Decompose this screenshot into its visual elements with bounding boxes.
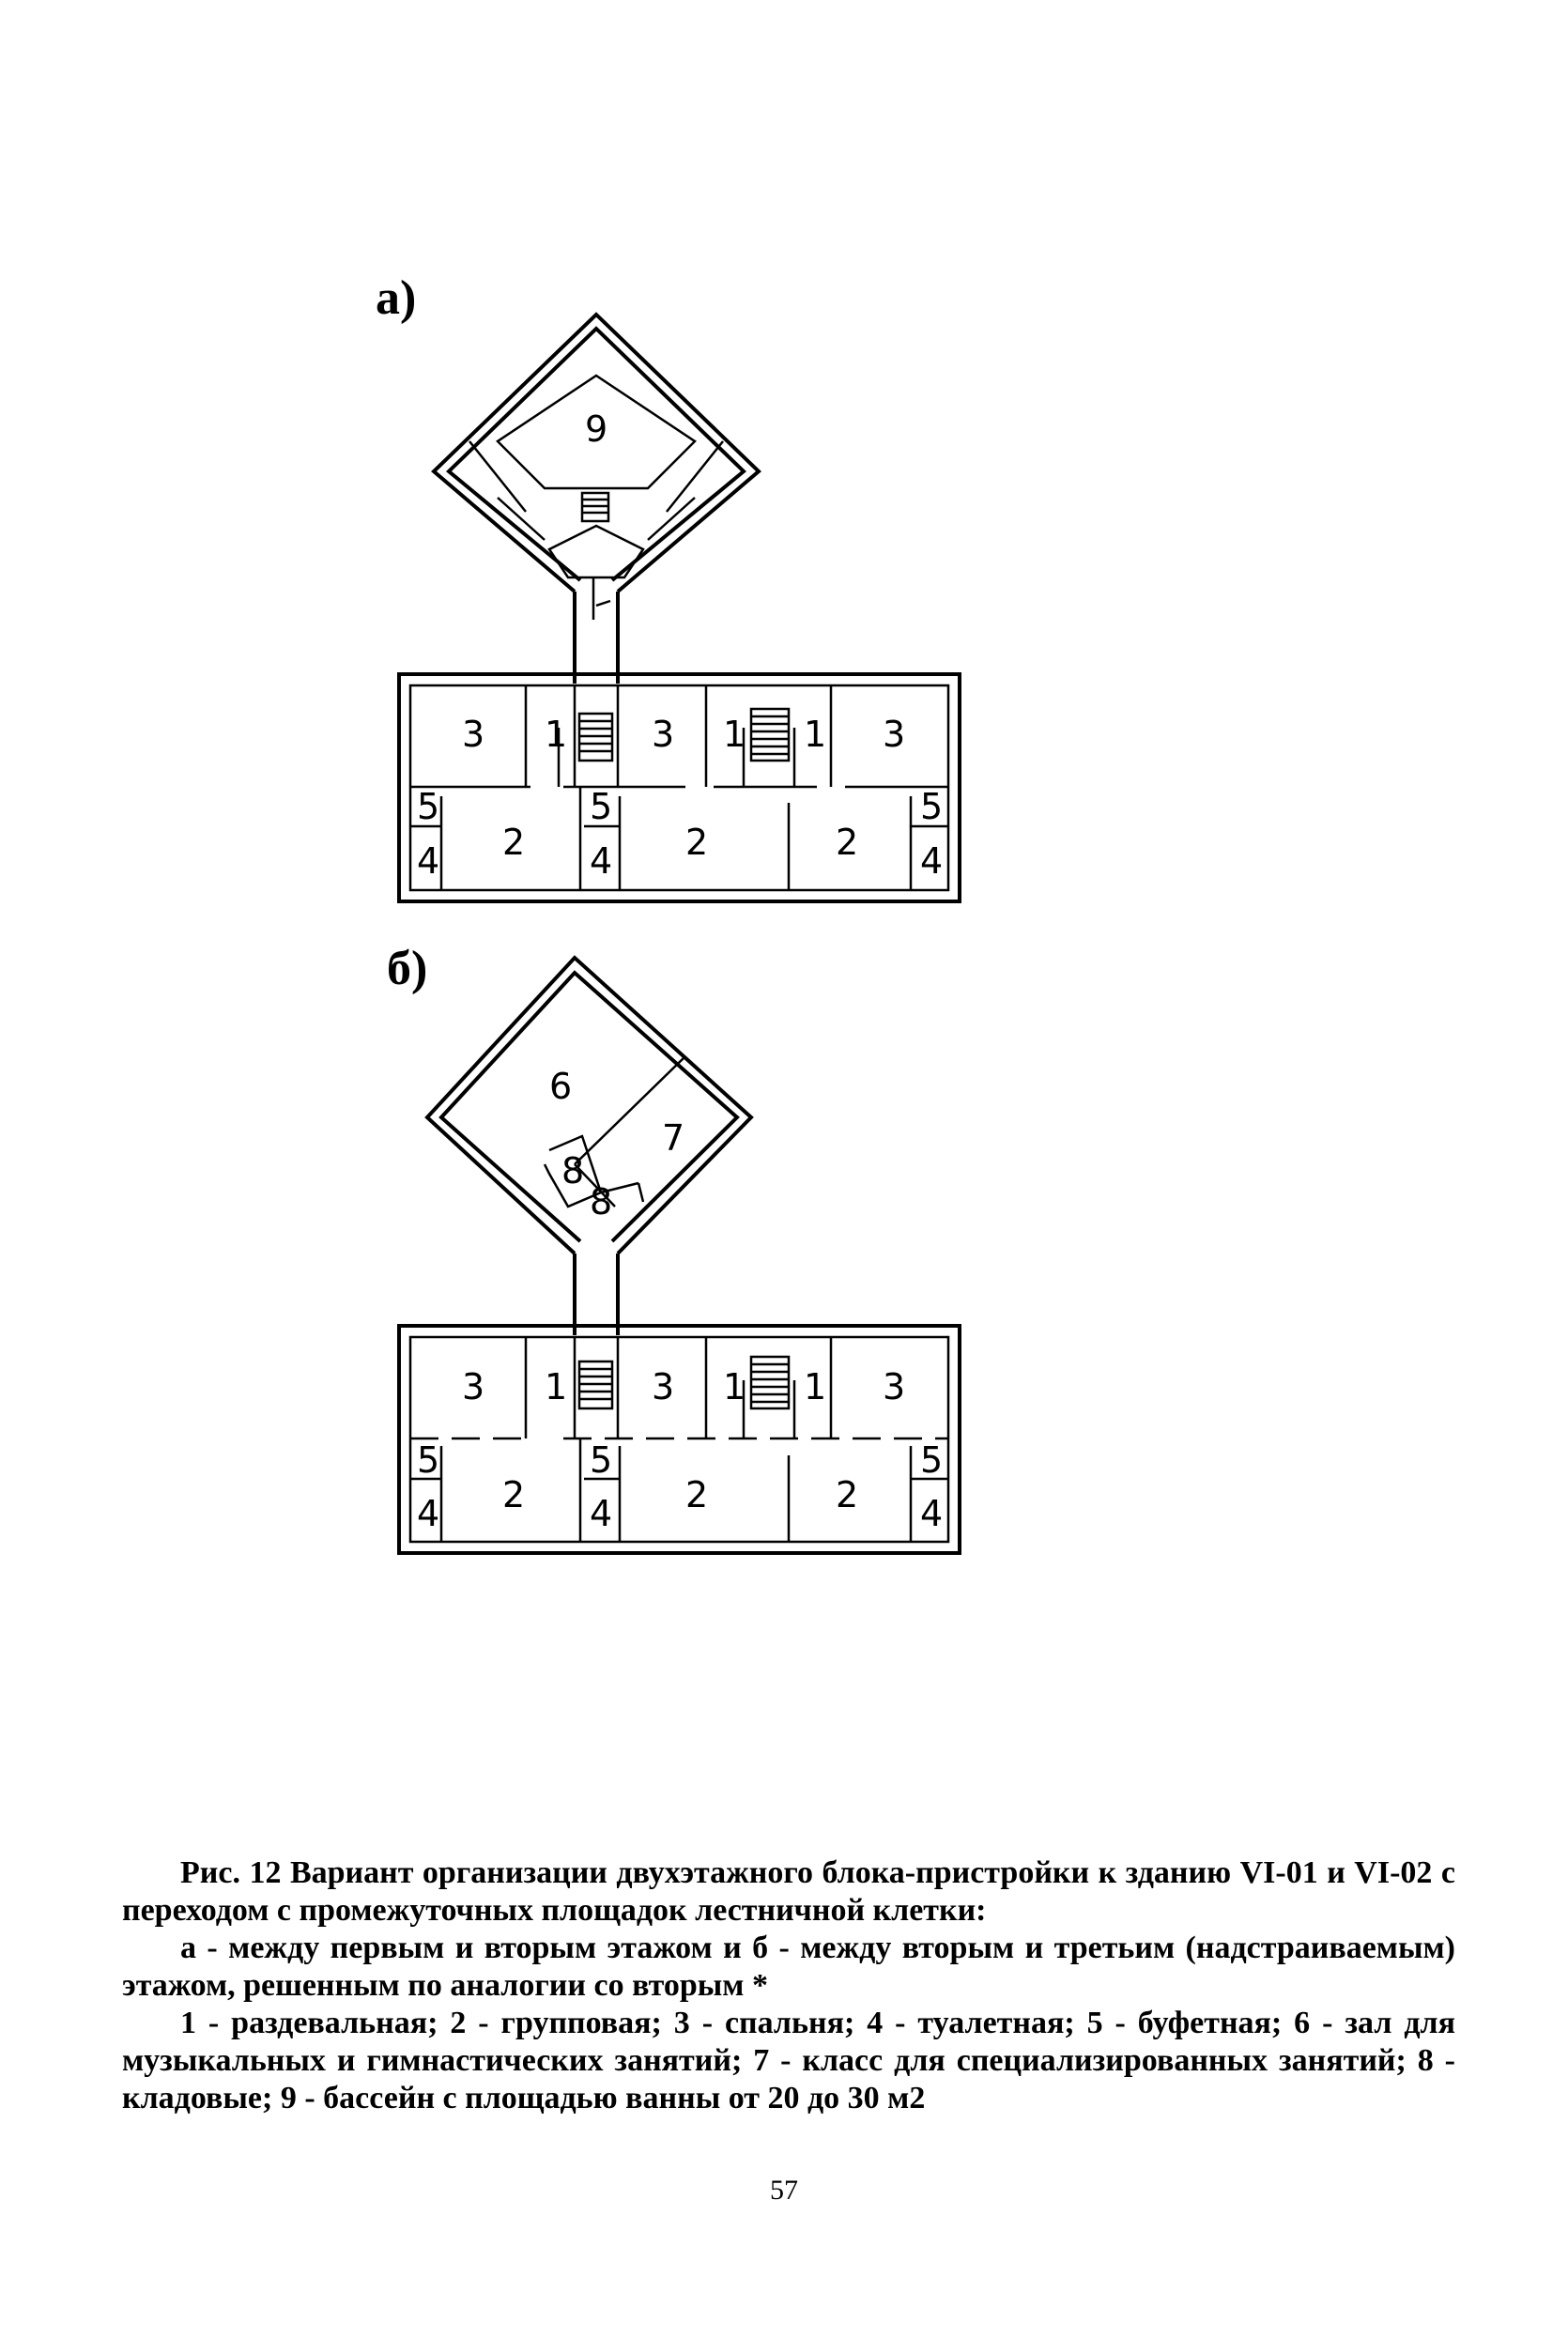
plan-b-room-label: 1 [723,1366,746,1407]
plan-b-top-labels [549,1066,684,1223]
plan-a-room-label: 5 [590,786,613,827]
plan-b-room-label: 3 [462,1366,485,1407]
plan-b-stair-1 [579,1361,612,1408]
plan-b-label-8b: 8 [590,1181,613,1223]
figure-caption [122,1854,1455,2117]
plan-a-room-label: 4 [920,840,944,882]
plan-a-stair-1 [579,714,612,761]
plan-a-room-label: 3 [462,714,485,755]
plan-b-room-label: 3 [652,1366,675,1407]
plan-b-room-label: 5 [590,1439,613,1481]
plan-b-room-label: 4 [417,1493,440,1534]
figure-label-a: а) [376,271,417,325]
plan-b-room-label: 1 [804,1366,827,1407]
plan-b-room-label: 1 [545,1366,568,1407]
page-number: 57 [770,2175,798,2206]
plan-a-upper-stair [582,493,608,521]
plan-a-diamond-outer-wall [434,315,759,592]
plan-a-room-label: 2 [836,822,859,863]
figure-label-b: б) [387,942,428,995]
caption-variants: а - между первым и вторым этажом и б - между вторым и третьим (надстраиваемым) этажом, решенным по аналогии со вторым * [122,1930,1455,2003]
plan-b-room-label: 2 [502,1474,526,1515]
plan-a-room-label: 1 [545,714,568,755]
plan-b-stair-2 [751,1357,789,1408]
plan-a-room-label: 1 [804,714,827,755]
plan-b-room-label: 2 [836,1474,859,1515]
plan-b-label-8a: 8 [561,1150,585,1192]
plan-a-room-label: 4 [590,840,613,882]
plan-b-room-labels [417,1366,943,1534]
plan-b-room-label: 5 [417,1439,440,1481]
plan-a-room-label: 3 [883,714,906,755]
plan-b-room-label: 4 [590,1493,613,1534]
plan-a [399,315,960,901]
plan-a-room-label: 2 [502,822,526,863]
caption-legend: 1 - раздевальная; 2 - групповая; 3 - спальня; 4 - туалетная; 5 - буфетная; 6 - зал для музыкальных и гимнастических занятий; 7 - класс для специализированных занятий; 8 - кладовые; 9 - бассейн с площадью ванны от 20 до 30 м2 [122,2006,1455,2115]
plan-a-stair-2 [751,709,789,761]
plan-a-room-label: 5 [417,786,440,827]
plan-b-room-label: 5 [920,1439,944,1481]
plan-a-room-labels [417,714,943,882]
caption-title: Рис. 12 Вариант организации двухэтажного блока-пристройки к зданию VI-01 и VI-02 с переходом с промежуточных площадок лестничной клетки: [122,1855,1455,1928]
plan-a-room-label: 5 [920,786,944,827]
plan-a-label-9: 9 [585,408,608,450]
plan-a-diamond-inner-wall [449,329,744,580]
plan-a-room-label: 3 [652,714,675,755]
plan-a-room-label: 2 [685,822,709,863]
plan-b-label-7: 7 [662,1117,685,1159]
plan-a-room-label: 4 [417,840,440,882]
plan-a-room-label: 1 [723,714,746,755]
plan-b-room-label: 4 [920,1493,944,1534]
plan-b-room-label: 3 [883,1366,906,1407]
plan-b [399,958,960,1553]
plan-b-label-6: 6 [549,1066,573,1107]
plan-b-room-label: 2 [685,1474,709,1515]
